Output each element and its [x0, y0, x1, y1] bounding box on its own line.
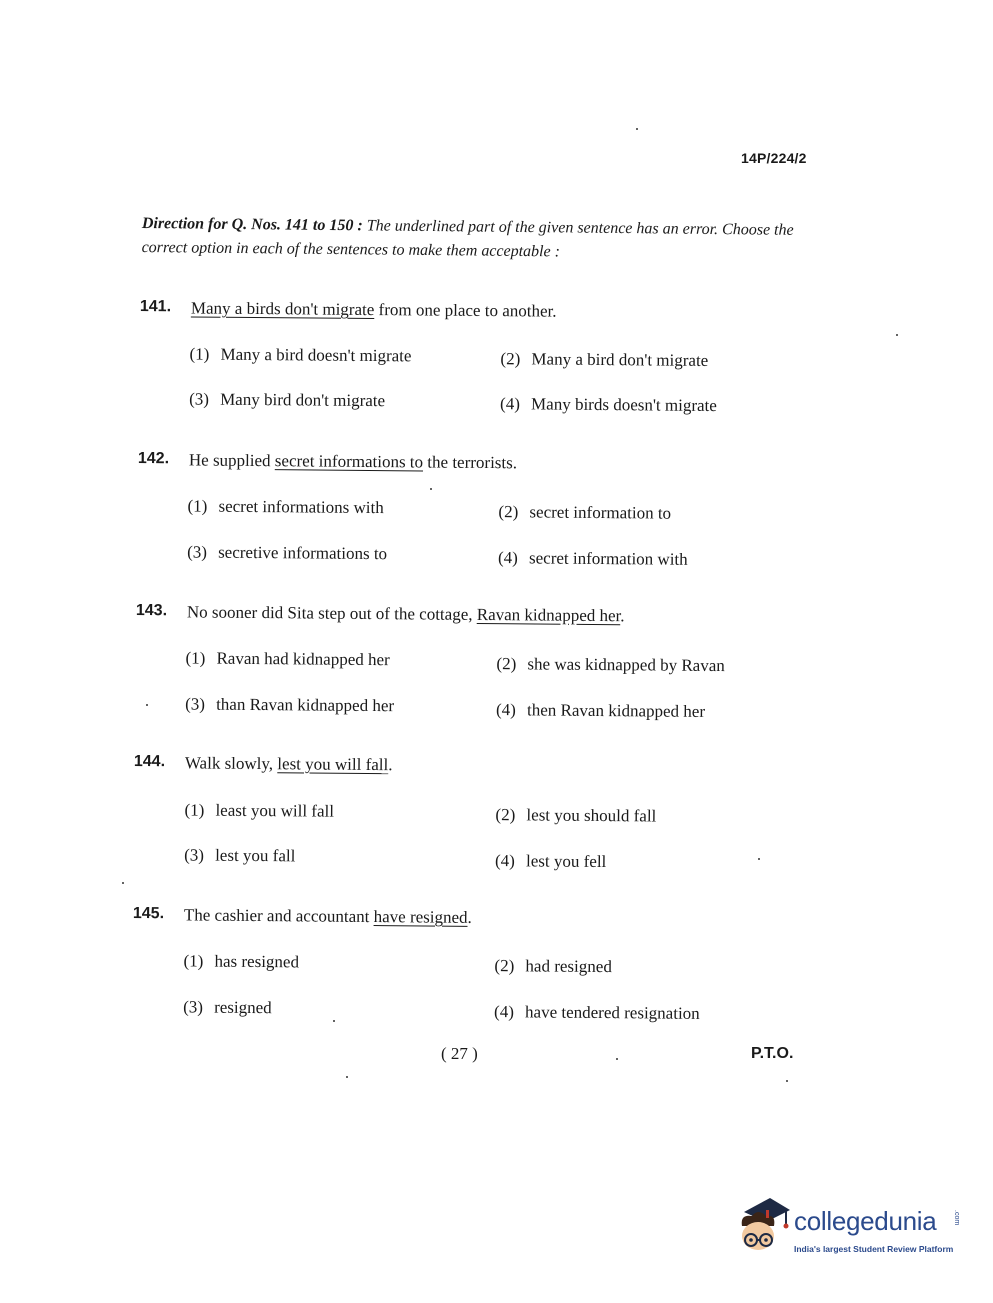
question-stem: Many a birds don't migrate from one place to another. [190, 298, 557, 321]
option-4[interactable]: (4) secret information with [497, 548, 688, 569]
page-number: ( 27 ) [441, 1044, 478, 1063]
option-3[interactable]: (3) Many bird don't migrate [189, 389, 386, 411]
option-4[interactable]: (4) Many birds doesn't migrate [500, 394, 717, 416]
scan-speck [896, 334, 898, 336]
option-3[interactable]: (3) than Ravan kidnapped her [185, 694, 395, 716]
option-1[interactable]: (1) least you will fall [184, 800, 335, 821]
mascot-icon [736, 1196, 792, 1258]
option-1[interactable]: (1) Many a bird doesn't migrate [189, 344, 412, 366]
underlined-error: secret informations to [274, 451, 424, 472]
option-3[interactable]: (3) lest you fall [184, 845, 296, 866]
option-1[interactable]: (1) secret informations with [187, 496, 384, 518]
direction-text [141, 212, 811, 267]
option-4[interactable]: (4) then Ravan kidnapped her [495, 700, 706, 721]
question-145 [0, 904, 993, 1023]
question-number: 145. [132, 904, 165, 923]
option-3[interactable]: (3) resigned [183, 997, 272, 1018]
brand-tagline: India's largest Student Review Platform [794, 1244, 954, 1254]
option-2[interactable]: (2) secret information to [498, 502, 672, 523]
question-number: 144. [133, 752, 166, 771]
scan-speck [122, 882, 124, 884]
scan-speck [430, 488, 432, 490]
brand-name: collegedunia [794, 1206, 937, 1236]
question-143 [0, 601, 993, 721]
question-stem: He supplied secret informations to the terrorists. [188, 450, 518, 473]
direction-body: The underlined part of the given sentence has an error. Choose the correct option in each of the sentences to make them acceptable : [141, 217, 794, 261]
direction-lead: Direction for Q. Nos. 141 to 150 : [141, 214, 363, 235]
page-code: 14P/224/2 [741, 150, 807, 166]
question-144 [0, 752, 993, 872]
question-number: 142. [137, 449, 170, 468]
scan-speck [146, 704, 148, 706]
option-4[interactable]: (4) lest you fell [494, 851, 607, 872]
option-2[interactable]: (2) she was kidnapped by Ravan [496, 654, 725, 676]
scan-speck [333, 1020, 335, 1022]
brand-domain: .com [953, 1210, 960, 1226]
question-stem: Walk slowly, lest you will fall. [184, 753, 393, 775]
option-2[interactable]: (2) lest you should fall [495, 805, 657, 826]
collegedunia-logo [736, 1196, 966, 1266]
question-number: 143. [135, 601, 168, 620]
option-3[interactable]: (3) secretive informations to [187, 542, 388, 564]
scan-speck [616, 1058, 618, 1060]
option-2[interactable]: (2) Many a bird don't migrate [500, 349, 709, 370]
scan-speck [786, 1080, 788, 1082]
option-1[interactable]: (1) has resigned [183, 951, 300, 972]
question-142 [0, 449, 993, 569]
underlined-error: have resigned [373, 907, 468, 927]
scan-speck [758, 858, 760, 860]
underlined-error: Many a birds don't migrate [190, 298, 375, 320]
question-stem: No sooner did Sita step out of the cottage, Ravan kidnapped her. [186, 602, 625, 626]
option-2[interactable]: (2) had resigned [494, 956, 612, 977]
question-number: 141. [139, 298, 172, 316]
pto-label: P.T.O. [751, 1045, 794, 1062]
scan-speck [346, 1076, 348, 1078]
question-stem: The cashier and accountant have resigned. [183, 905, 472, 927]
underlined-error: Ravan kidnapped her [476, 604, 621, 626]
option-4[interactable]: (4) have tendered resignation [494, 1002, 700, 1023]
scan-speck [636, 128, 638, 130]
underlined-error: lest you will fall [277, 754, 389, 775]
option-1[interactable]: (1) Ravan had kidnapped her [185, 648, 390, 670]
question-141 [0, 297, 993, 416]
